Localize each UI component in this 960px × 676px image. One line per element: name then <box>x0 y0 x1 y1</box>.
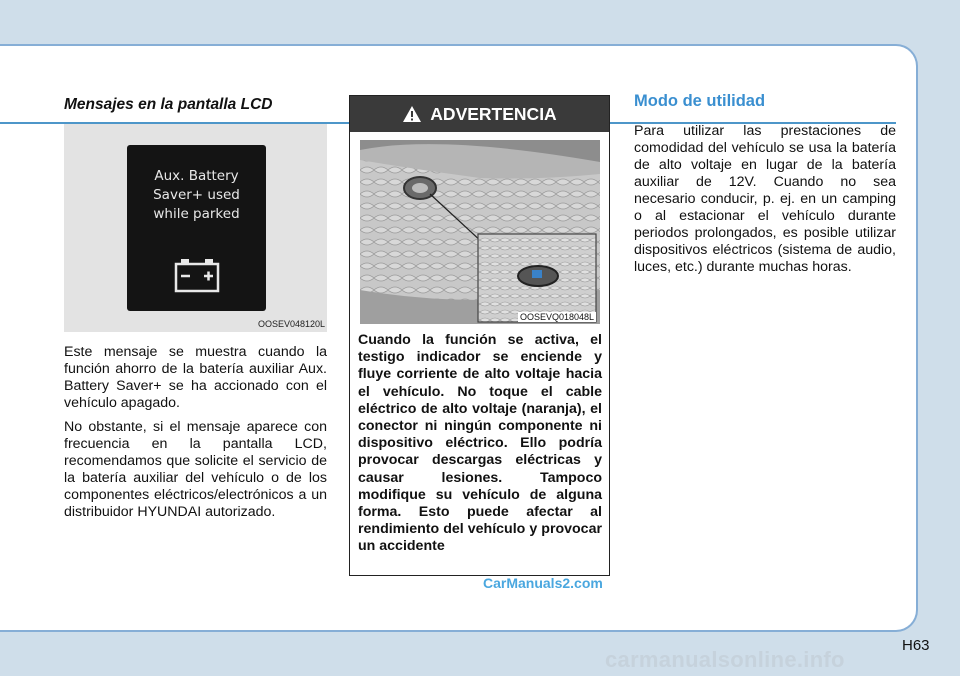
warning-text: Cuando la función se activa, el testigo indicador se enciende y fluye corriente de alto voltaje hacia el vehículo. No toque el cable eléctrico de alto voltaje (naranja), el conector ni ningún componente ni dispositivo eléctrico. Ello podría provocar descargas eléctricas y causar lesiones. Tampoco modifique su vehículo de alguna forma. Esto puede afectar al rendimiento del vehículo y provocar un accidente <box>358 332 602 555</box>
lcd-message <box>127 167 266 224</box>
lcd-display <box>127 145 266 311</box>
warning-triangle-icon <box>402 105 422 123</box>
lcd-figure <box>64 124 327 332</box>
figure-code: OOSEVQ018048L <box>519 312 594 322</box>
section-title-lcd: Mensajes en la pantalla LCD <box>64 96 273 113</box>
section-title-utility-mode: Modo de utilidad <box>634 92 766 110</box>
warning-header <box>350 96 609 132</box>
warning-box <box>349 95 610 576</box>
right-column <box>634 92 896 276</box>
page-number: H63 <box>902 637 930 654</box>
vehicle-front-figure <box>360 140 600 324</box>
body-paragraph: Para utilizar las prestaciones de comodidad del vehículo se usa la batería de alto voltaje en lugar de la batería auxiliar de 12V. Cuando no sea necesario conducir, p. ej. en un camping o al estacionar el vehículo durante periodos prolongados, es posible utilizar dispositivos eléctricos (sistema de audio, luces, etc.) durante muchas horas. <box>634 123 896 275</box>
lcd-line: Aux. Battery <box>154 168 239 184</box>
warning-heading: ADVERTENCIA <box>430 103 557 124</box>
site-watermark[interactable]: CarManuals2.com <box>483 575 603 591</box>
body-paragraph: No obstante, si el mensaje aparece con frecuencia en la pantalla LCD, recomendamos que solicite el servicio de la batería auxiliar del vehículo o de los componentes eléctricos/electrónicos a un distribuidor HYUNDAI autorizado. <box>64 419 327 520</box>
body-paragraph: Este mensaje se muestra cuando la función ahorro de la batería auxiliar Aux. Battery Saver+ se ha accionado con el vehículo apagado. <box>64 344 327 411</box>
lcd-line: while parked <box>153 206 240 222</box>
left-column <box>64 96 327 521</box>
vehicle-front-illustration <box>360 140 600 324</box>
battery-icon <box>173 257 221 293</box>
footer-watermark: carmanualsonline.info <box>605 647 845 672</box>
figure-code: OOSEV048120L <box>257 319 325 329</box>
lcd-line: Saver+ used <box>153 187 240 203</box>
